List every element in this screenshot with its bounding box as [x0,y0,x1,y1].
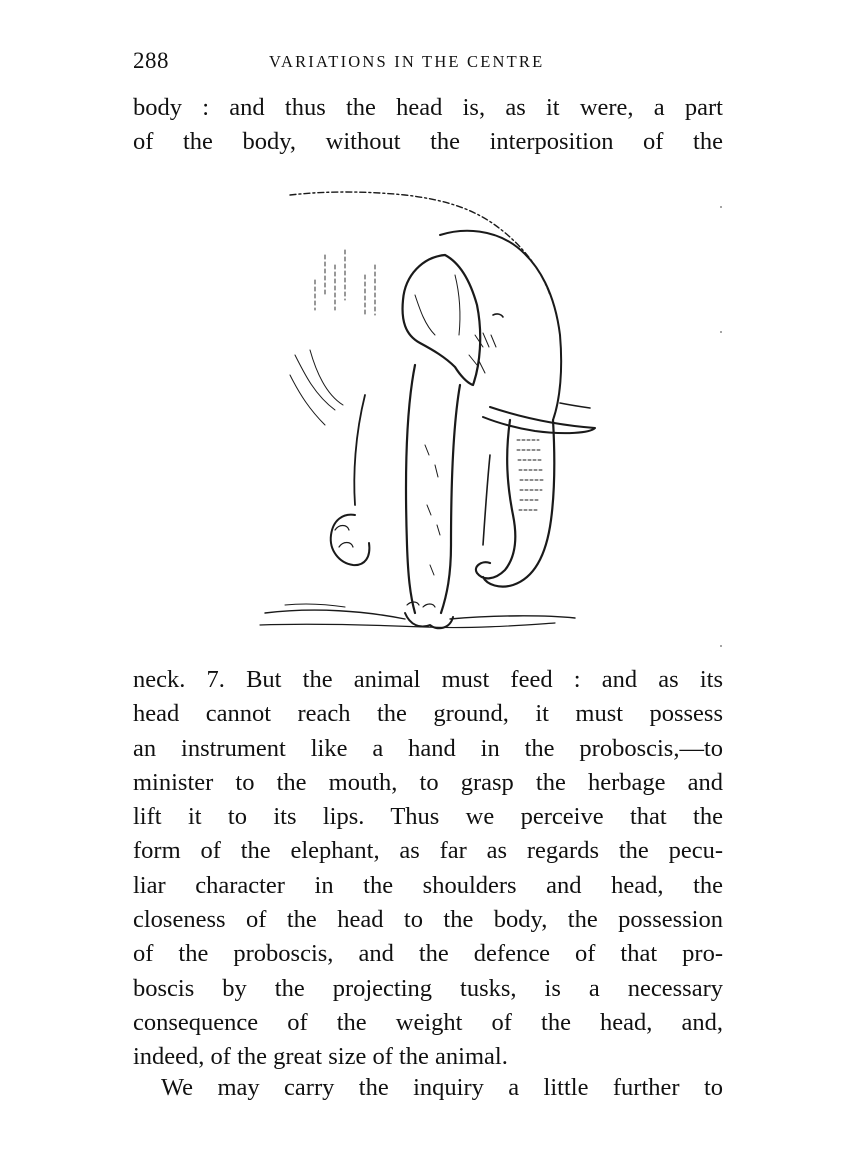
running-head [133,46,723,76]
text-line: neck. 7. But the animal must feed : and as its [133,666,723,693]
page-number: 288 [133,48,169,73]
print-speck [720,206,722,208]
elephant-illustration [255,185,600,635]
text-line: of the body, without the interposition of the [133,128,723,156]
text-line: minister to the mouth, to grasp the herbage and [133,768,723,796]
paragraph-main [133,663,723,1075]
text-line: an instrument like a hand in the proboscis,—to [133,734,723,762]
running-title: VARIATIONS IN THE CENTRE [269,52,545,71]
text-line: indeed, of the great size of the animal. [133,1043,508,1071]
text-line: of the proboscis, and the defence of that pro- [133,940,723,968]
text-line: consequence of the weight of the head, and, [133,1008,723,1036]
text-line: closeness of the head to the body, the possession [133,906,723,934]
text-line: head cannot reach the ground, it must possess [133,700,723,728]
text-line: body : and thus the head is, as it were, a part [133,94,723,121]
print-speck [720,331,722,333]
paragraph-top [133,91,723,160]
print-speck [720,645,722,647]
elephant-icon [255,185,600,635]
text-line: lift it to its lips. Thus we perceive that the [133,803,723,831]
text-line: liar character in the shoulders and head, the [133,871,723,899]
text-line: We may carry the inquiry a little further to [161,1074,723,1101]
text-line: boscis by the projecting tusks, is a necessary [133,974,723,1002]
text-line: form of the elephant, as far as regards the pecu- [133,837,723,865]
paragraph-next [133,1071,723,1105]
